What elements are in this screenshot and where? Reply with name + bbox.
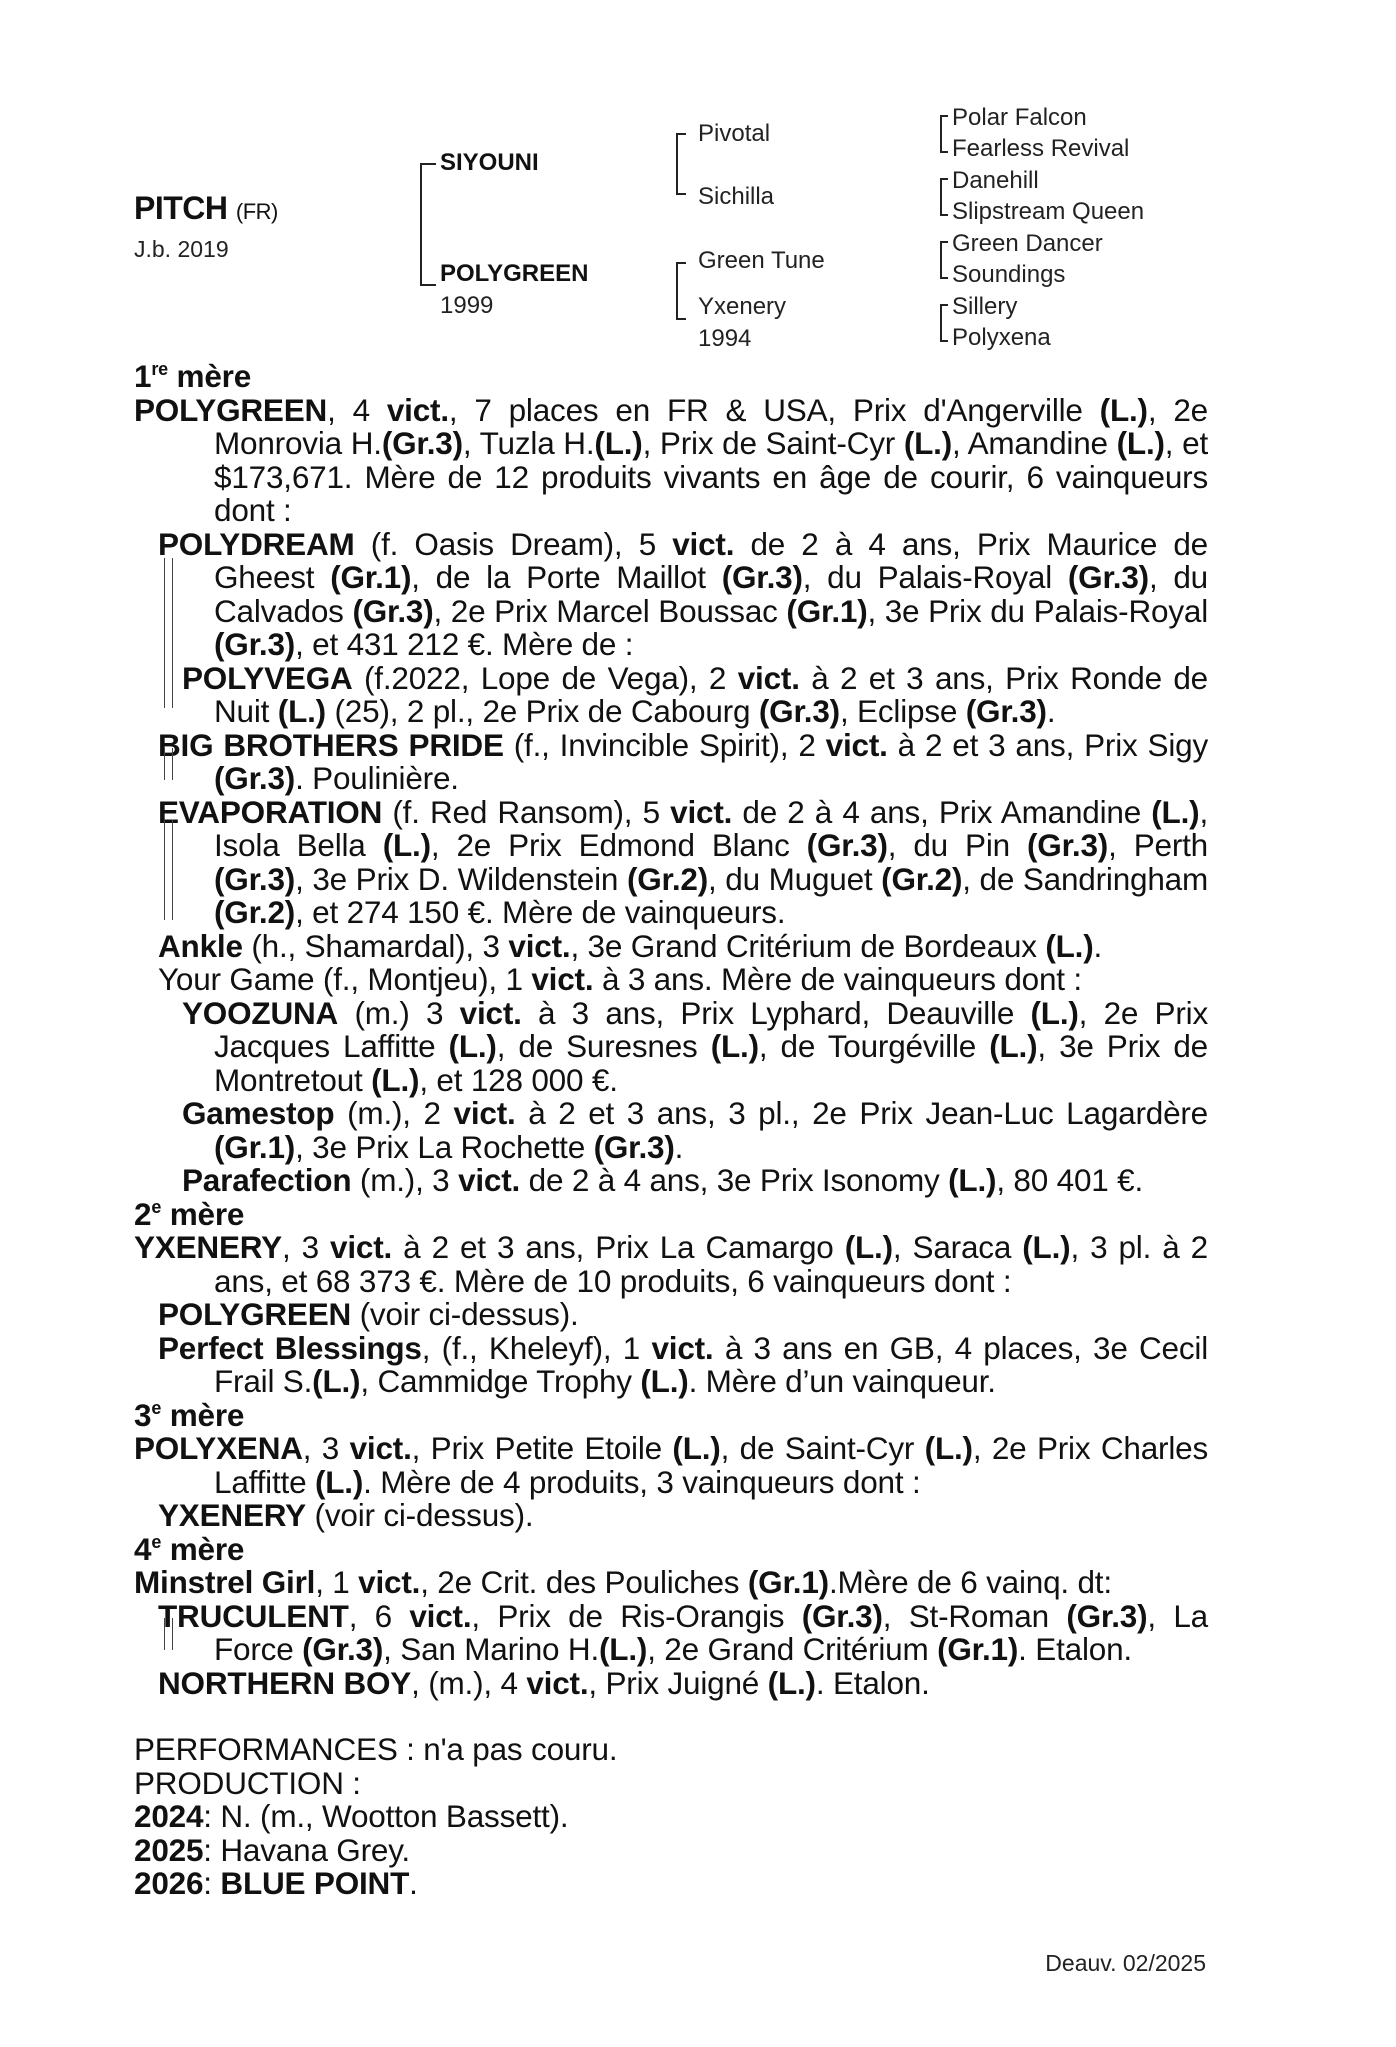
produce-entry: Your Game (f., Montjeu), 1 vict. à 3 ans. Mère de vainqueurs dont :	[158, 961, 1082, 997]
horse-info: J.b. 2019	[134, 236, 229, 262]
g3-0: Polar Falcon	[952, 104, 1087, 131]
dam-entry: POLYGREEN, 4 vict., 7 places en FR & USA, Prix d'Angerville (L.), 2e Monrovia H.(Gr.3), Tuzla H.(L.), Prix de Saint-Cyr (L.), Amandine (L.), et $173,671. Mère de 12 produits vivants en âge de courir, 6 vainqueurs dont :	[134, 391, 1208, 528]
production-item: 2026: BLUE POINT.	[134, 1865, 418, 1901]
g3-3: Slipstream Queen	[952, 198, 1145, 225]
sire-name: SIYOUNI	[440, 149, 539, 176]
produce-entry: POLYVEGA (f.2022, Lope de Vega), 2 vict. à 2 et 3 ans, Prix Ronde de Nuit (L.) (25), 2 pl., 2e Prix de Cabourg (Gr.3), Eclipse (Gr.3).	[182, 659, 1209, 729]
sire-sire: Pivotal	[698, 120, 771, 147]
produce-entry: BIG BROTHERS PRIDE (f., Invincible Spirit), 2 vict. à 2 et 3 ans, Prix Sigy (Gr.3). Poulinière.	[158, 726, 1208, 796]
footer-reference: Deauv. 02/2025	[1045, 1950, 1206, 1976]
horse-country: (FR)	[235, 199, 278, 224]
dam-year: 1999	[440, 292, 494, 319]
dam-entry: POLYXENA, 3 vict., Prix Petite Etoile (L.), de Saint-Cyr (L.), 2e Prix Charles Laffitte (L.). Mère de 4 produits, 3 vainqueurs dont :	[134, 1430, 1209, 1500]
section-heading-3: 3e mère	[134, 1396, 245, 1433]
dam-entry: YXENERY, 3 vict. à 2 et 3 ans, Prix La Camargo (L.), Saraca (L.), 3 pl. à 2 ans, et 68 373 €. Mère de 10 produits, 6 vainqueurs dont :	[134, 1229, 1208, 1299]
dam-entry: Minstrel Girl, 1 vict., 2e Crit. des Pouliches (Gr.1).Mère de 6 vainq. dt:	[134, 1564, 1112, 1600]
produce-entry: Parafection (m.), 3 vict. de 2 à 4 ans, 3e Prix Isonomy (L.), 80 401 €.	[182, 1162, 1143, 1198]
produce-entry: Perfect Blessings, (f., Kheleyf), 1 vict. à 3 ans en GB, 4 places, 3e Cecil Frail S.(L.), Cammidge Trophy (L.). Mère d’un vainqueur.	[158, 1329, 1209, 1399]
horse-name-text: PITCH	[134, 190, 228, 226]
produce-entry: POLYGREEN (voir ci-dessus).	[158, 1296, 579, 1332]
dam-sire: Green Tune	[698, 247, 825, 274]
dam-dam: Yxenery	[698, 293, 787, 320]
produce-entry: POLYDREAM (f. Oasis Dream), 5 vict. de 2 à 4 ans, Prix Maurice de Gheest (Gr.1), de la Porte Maillot (Gr.3), du Palais-Royal (Gr.3), du Calvados (Gr.3), 2e Prix Marcel Boussac (Gr.1), 3e Prix du Palais-Royal (Gr.3), et 431 212 €. Mère de :	[158, 525, 1208, 662]
g3-4: Green Dancer	[952, 230, 1103, 257]
section-heading-2: 2e mère	[134, 1195, 245, 1232]
performances: PERFORMANCES : n'a pas couru.	[134, 1731, 618, 1767]
produce-entry: TRUCULENT, 6 vict., Prix de Ris-Orangis (Gr.3), St-Roman (Gr.3), La Force (Gr.3), San Marino H.(L.), 2e Grand Critérium (Gr.1). Etalon.	[158, 1597, 1208, 1667]
sire-dam: Sichilla	[698, 183, 775, 210]
g3-7: Polyxena	[952, 324, 1051, 351]
g3-2: Danehill	[952, 167, 1039, 194]
produce-marker	[164, 1618, 173, 1650]
dam-name: POLYGREEN	[440, 260, 589, 287]
produce-entry: YXENERY (voir ci-dessus).	[158, 1497, 534, 1533]
section-heading-1: 1re mère	[134, 358, 252, 394]
produce-marker	[164, 558, 173, 708]
produce-entry: YOOZUNA (m.) 3 vict. à 3 ans, Prix Lyphard, Deauville (L.), 2e Prix Jacques Laffitte (L.), de Suresnes (L.), de Tourgéville (L.), 3e Prix de Montretout (L.), et 128 000 €.	[182, 994, 1208, 1098]
production-item: 2025: Havana Grey.	[134, 1831, 410, 1868]
produce-entry: Ankle (h., Shamardal), 3 vict., 3e Grand Critérium de Bordeaux (L.).	[158, 927, 1103, 964]
produce-entry: Gamestop (m.), 2 vict. à 2 et 3 ans, 3 pl., 2e Prix Jean-Luc Lagardère (Gr.1), 3e Prix La Rochette (Gr.3).	[182, 1095, 1208, 1165]
g3-5: Soundings	[952, 261, 1066, 288]
section-heading-4: 4e mère	[134, 1530, 245, 1567]
g3-1: Fearless Revival	[952, 135, 1130, 162]
produce-entry: EVAPORATION (f. Red Ransom), 5 vict. de 2 à 4 ans, Prix Amandine (L.), Isola Bella (L.), 2e Prix Edmond Blanc (Gr.3), du Pin (Gr.3), Perth (Gr.3), 3e Prix D. Wildenstein (Gr.2), du Muguet (Gr.2), de Sandringham (Gr.2), et 274 150 €. Mère de vainqueurs.	[158, 793, 1209, 930]
produce-entry: NORTHERN BOY, (m.), 4 vict., Prix Juigné (L.). Etalon.	[158, 1664, 930, 1701]
produce-marker	[164, 748, 173, 780]
catalog-body	[134, 360, 1208, 1901]
g3-6: Sillery	[952, 293, 1018, 320]
horse-name	[134, 190, 278, 227]
production-item: 2024: N. (m., Wootton Bassett).	[134, 1798, 569, 1834]
produce-marker	[164, 820, 173, 920]
production-label: PRODUCTION :	[134, 1764, 361, 1801]
dam-dam-year: 1994	[698, 325, 752, 352]
